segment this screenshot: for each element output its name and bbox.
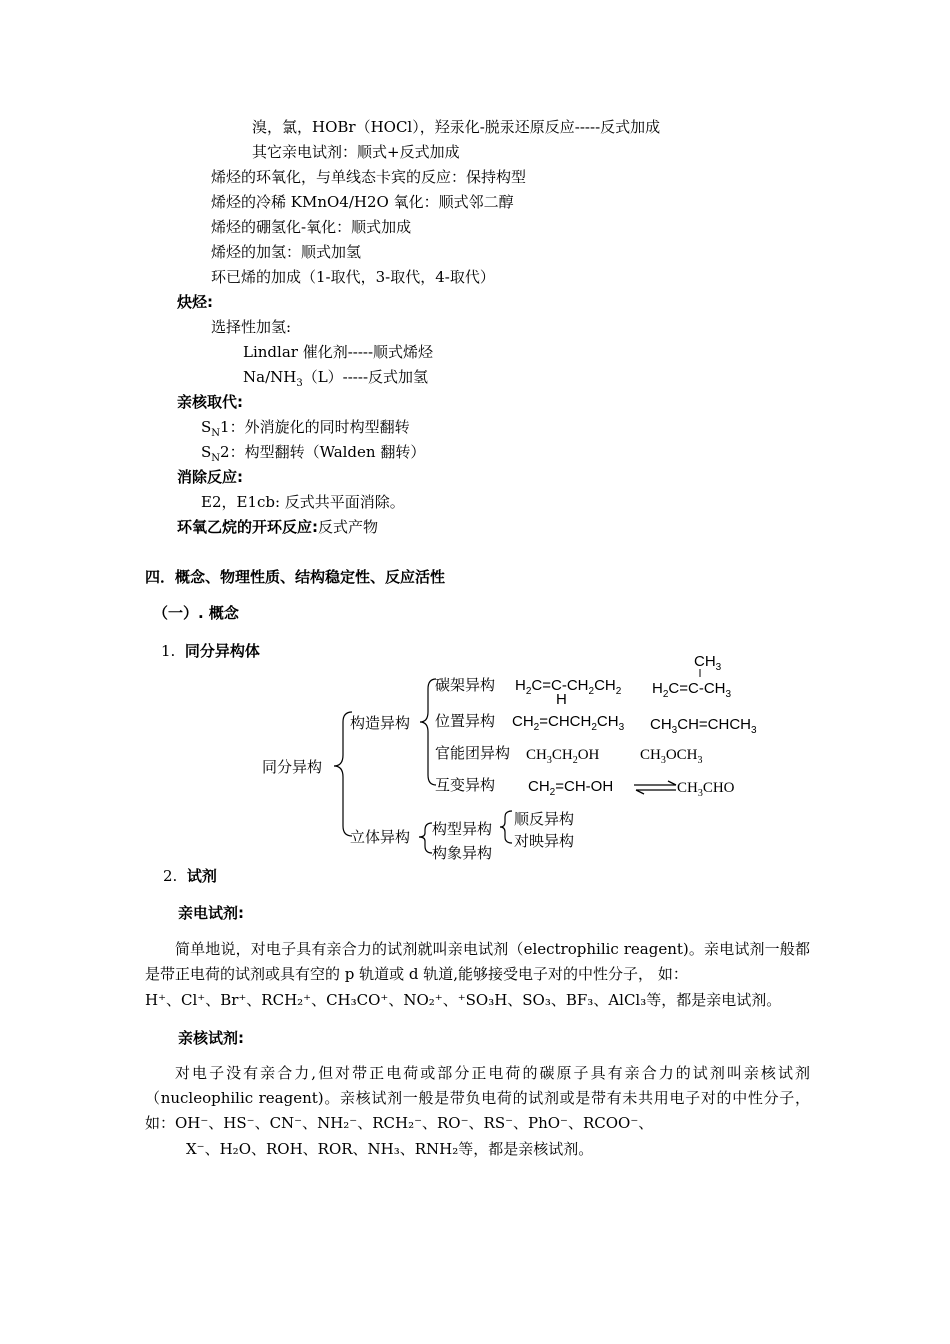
alkene-line-hydrogenation: 烯烃的加氢：顺式加氢 <box>211 243 362 261</box>
sn2-rest: 2：构型翻转（Walden 翻转） <box>220 443 426 461</box>
formula-vinyl-alcohol: $CH_2=CH-OH$ <box>528 778 614 798</box>
item2-heading <box>163 866 217 886</box>
formula-ethanol: $CH_3CH_2OH$ <box>526 747 600 766</box>
na-nh3-a: Na/NH <box>243 368 297 386</box>
sn2-n: N <box>211 453 221 464</box>
formula-acetaldehyde: $CH_3CHO$ <box>677 780 735 799</box>
section4-title: 四．概念、物理性质、结构稳定性、反应活性 <box>145 568 446 586</box>
item2-num: 2. <box>163 867 178 885</box>
tree-root: 同分异构 <box>262 758 323 776</box>
nucleophile-examples-2: X⁻、H₂O、ROH、ROR、NH₃、RNH₂等，都是亲核试剂。 <box>186 1140 594 1158</box>
brace-configurational <box>500 811 512 843</box>
tree-functional: 官能团异构 <box>435 744 511 762</box>
alkene-line-halogen: 溴，氯，HOBr（HOCl），羟汞化-脱汞还原反应-----反式加成 <box>252 118 661 136</box>
nucleophile-paragraph: 对电子没有亲合力,但对带正电荷或部分正电荷的碳原子具有亲合力的试剂叫亲核试剂（nucleophilic reagent)。亲核试剂一般是带负电荷的试剂或是带有未共用电子对的中性分子，如：OH⁻、HS⁻、CN⁻、NH₂⁻、RCH₂⁻、RO⁻、RS⁻、PhO⁻、RCOO⁻、 <box>145 1064 810 1132</box>
alkene-line-epoxidation: 烯烃的环氧化，与单线态卡宾的反应：保持构型 <box>211 168 527 186</box>
tree-tautomer: 互变异构 <box>435 776 496 794</box>
tree-constitutional: 构造异构 <box>350 714 411 732</box>
sn1-n: N <box>211 428 221 439</box>
tree-conformational: 构象异构 <box>432 844 493 862</box>
tree-skeleton: 碳架异构 <box>435 676 496 694</box>
na-nh3-sub: 3 <box>296 378 303 389</box>
formula-1-butene: $H_2C=C-CH_2CH_2$ <box>515 677 622 697</box>
alkene-line-other-electrophile: 其它亲电试剂：顺式+反式加成 <box>252 143 460 161</box>
item2-title: 试剂 <box>186 867 217 885</box>
epox-text: 反式产物 <box>318 518 379 536</box>
tree-position: 位置异构 <box>435 712 496 730</box>
alkene-line-cyclohexene: 环已烯的加成（1-取代，3-取代，4-取代） <box>211 268 495 286</box>
formula-isobutene: $H_2C=C-CH_3$ <box>652 680 732 700</box>
elim-heading: 消除反应: <box>177 468 243 486</box>
subst-heading: 亲核取代: <box>177 393 243 411</box>
formula-isobutene-ch3: $CH_3$ <box>694 653 722 673</box>
formula-1-butene-h: H <box>556 691 567 708</box>
tree-enantiomer: 对映异构 <box>514 832 575 850</box>
tree-stereo: 立体异构 <box>350 828 411 846</box>
alkyne-lindlar: Lindlar 催化剂-----顺式烯烃 <box>243 343 434 361</box>
section4-sub1: （一）. 概念 <box>153 604 239 622</box>
na-nh3-c: （L）-----反式加氢 <box>302 368 429 386</box>
item1-num: 1. <box>161 642 176 660</box>
sn1-s: S <box>201 418 212 436</box>
elim-text: E2，E1cb: 反式共平面消除。 <box>201 493 405 511</box>
electrophile-heading: 亲电试剂: <box>178 904 244 922</box>
electrophile-paragraph: 简单地说，对电子具有亲合力的试剂就叫亲电试剂（electrophilic reagent)。亲电试剂一般都是带正电荷的试剂或具有空的 p 轨道或 d 轨道,能够接受电子对的中性分子， 如： <box>145 940 810 983</box>
sn1-rest: 1：外消旋化的同时构型翻转 <box>220 418 410 436</box>
formula-position-a: $CH_2=CHCH_2CH_3$ <box>512 713 625 733</box>
formula-dimethyl-ether: $CH_3OCH_3$ <box>640 747 703 766</box>
nucleophile-heading: 亲核试剂: <box>178 1029 244 1047</box>
formula-position-b: $CH_3CH=CHCH_3$ <box>650 716 757 736</box>
tree-configurational: 构型异构 <box>432 820 493 838</box>
brace-constitutional <box>420 679 436 785</box>
epox-heading: 环氧乙烷的开环反应: <box>177 518 318 536</box>
brace-stereo <box>419 823 432 853</box>
alkyne-heading: 炔烃: <box>177 293 213 311</box>
alkyne-selective-hydrogenation: 选择性加氢: <box>211 318 292 336</box>
alkene-line-hydroboration: 烯烃的硼氢化-氧化：顺式加成 <box>211 218 412 236</box>
alkene-line-kmno4: 烯烃的冷稀 KMnO4/H2O 氧化：顺式邻二醇 <box>211 193 514 211</box>
tree-cis-trans: 顺反异构 <box>514 810 575 828</box>
electrophile-examples: H⁺、Cl⁺、Br⁺、RCH₂⁺、CH₃CO⁺、NO₂⁺、⁺SO₃H、SO₃、BF₃、AlCl₃等，都是亲电试剂。 <box>145 991 782 1009</box>
item1-title: 同分异构体 <box>184 642 260 660</box>
sn2-s: S <box>201 443 212 461</box>
